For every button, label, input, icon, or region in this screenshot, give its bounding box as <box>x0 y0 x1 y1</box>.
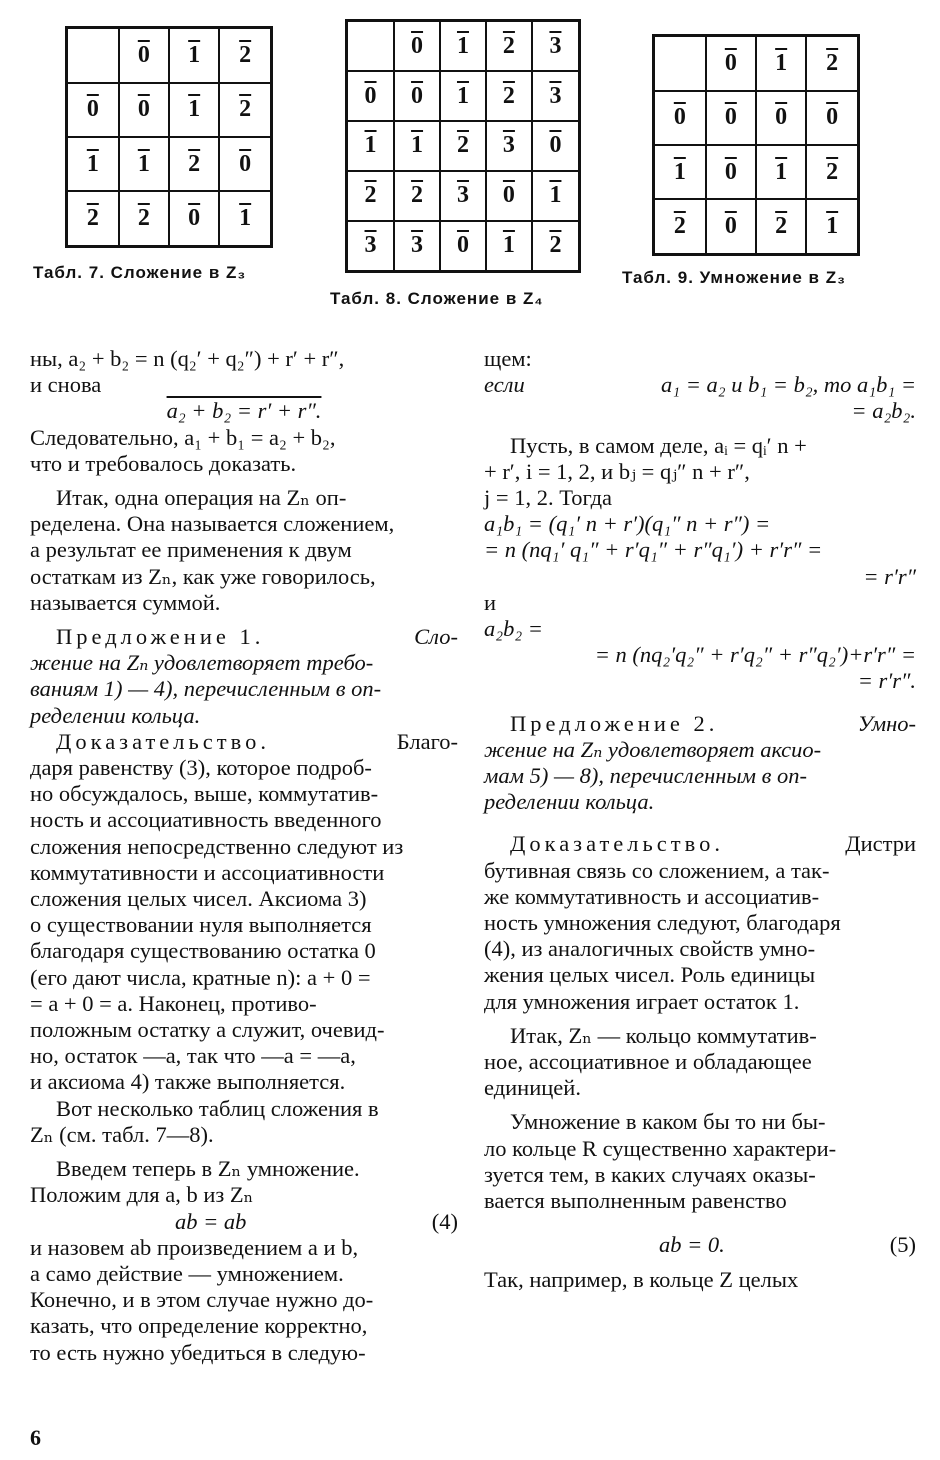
table-cell: 1 <box>440 71 486 121</box>
text-line: Zₙ (см. табл. 7—8). <box>30 1121 214 1147</box>
table-cell: 2 <box>486 71 532 121</box>
table-cell: 3 <box>532 71 580 121</box>
text-line: Так, например, в кольце Z целых <box>484 1266 799 1292</box>
table-cell <box>67 28 119 83</box>
table-row-header: 2 <box>654 199 706 254</box>
table-cell: 3 <box>440 171 486 221</box>
text-line: (его дают числа, кратные n): a + 0 = <box>30 964 371 990</box>
text-line: (4), из аналогичных свойств умно- <box>484 936 816 962</box>
formula-line: ab = 0. (5) <box>659 1232 916 1258</box>
table-cell: 2 <box>394 171 440 221</box>
table-row-header: 0 <box>654 91 706 145</box>
table-cell: 0 <box>706 199 756 254</box>
page-number: 6 <box>30 1425 41 1450</box>
table-header-cell: 3 <box>532 21 580 72</box>
formula-line: a₂b₂ = <box>484 616 543 642</box>
text-line: о существовании нуля выполняется <box>30 912 372 938</box>
text-line: сложения целых чисел. Аксиома 3) <box>30 886 367 912</box>
table-cell: 1 <box>169 83 219 137</box>
text-line: что и требовалось доказать. <box>30 450 297 476</box>
text-line: казать, что определение корректно, <box>30 1313 368 1339</box>
text-line: жения целых чисел. Роль единицы <box>484 962 816 988</box>
left-column <box>30 346 458 1366</box>
formula-line: a₁b₁ = (q₁′ n + r′)(q₁″ n + r″) = <box>484 511 771 537</box>
table-cell: 0 <box>532 121 580 171</box>
table-row-header: 2 <box>347 171 395 221</box>
table-header-cell: 2 <box>486 21 532 72</box>
table-cell: 2 <box>756 199 806 254</box>
table-8-caption: Табл. 8. Сложение в Z₄ <box>330 289 544 308</box>
table-cell: 1 <box>119 137 169 191</box>
text-line: Положим для a, b из Zₙ <box>30 1182 254 1208</box>
table-row-header: 1 <box>347 121 395 171</box>
formula-line: a₂ + b₂ = r′ + r″. <box>166 398 322 424</box>
table-cell <box>347 21 395 72</box>
table-cell: 1 <box>532 171 580 221</box>
text-line: зуется тем, в каких случаях оказы- <box>484 1161 816 1187</box>
table-9 <box>652 34 860 256</box>
table-cell: 0 <box>806 91 858 145</box>
table-7 <box>65 26 273 248</box>
text-line: а результат ее применения к двум <box>30 537 352 563</box>
text-line: благодаря существованию остатка 0 <box>30 938 376 964</box>
text-line: а само действие — умножением. <box>30 1260 344 1286</box>
table-cell <box>654 36 706 91</box>
table-cell: 2 <box>440 121 486 171</box>
text-line: для умножения играет остаток 1. <box>484 988 800 1014</box>
text-line: даря равенству (3), которое подроб- <box>30 755 372 781</box>
text-line: жение на Zₙ удовлетворяет аксио- <box>484 736 822 762</box>
text-line: мам 5) — 8), перечисленным в оп- <box>484 763 808 789</box>
table-cell: 1 <box>394 121 440 171</box>
proof-heading: Доказательство. Благо- <box>56 728 458 754</box>
table-header-cell: 1 <box>440 21 486 72</box>
table-row-header: 0 <box>67 83 119 137</box>
table-cell: 2 <box>219 83 271 137</box>
formula-line: = n (nq₁′ q₁″ + r′q₁″ + r″q₁′) + r′r″ = <box>484 537 823 563</box>
table-cell: 1 <box>219 191 271 246</box>
table-header-cell: 2 <box>806 36 858 91</box>
table-header-cell: 0 <box>706 36 756 91</box>
text-line: Следовательно, a₁ + b₁ = a₂ + b₂, <box>30 424 336 450</box>
table-cell: 1 <box>756 145 806 199</box>
table-cell: 0 <box>119 83 169 137</box>
proposition-heading: Предложение 2. Умно- <box>510 710 916 736</box>
formula-line: = r′r″. <box>857 668 916 694</box>
text-line: ны, a₂ + b₂ = n (q₂′ + q₂″) + r′ + r″, <box>30 346 345 371</box>
table-cell: 0 <box>706 91 756 145</box>
table-header-cell: 0 <box>394 21 440 72</box>
table-cell: 0 <box>706 145 756 199</box>
text-line: ло кольце R существенно характери- <box>484 1135 837 1161</box>
table-cell: 0 <box>219 137 271 191</box>
text-line: ность умножения следуют, благодаря <box>484 910 841 936</box>
text-line: щем: <box>484 346 532 371</box>
text-line: коммутативности и ассоциативности <box>30 859 385 885</box>
text-line: Конечно, и в этом случае нужно до- <box>30 1287 374 1313</box>
table-cell: 0 <box>756 91 806 145</box>
table-row-header: 1 <box>67 137 119 191</box>
table-7-caption: Табл. 7. Сложение в Z₃ <box>33 263 247 282</box>
table-header-cell: 2 <box>219 28 271 83</box>
table-cell: 1 <box>486 221 532 272</box>
table-row-header: 1 <box>654 145 706 199</box>
table-9-caption: Табл. 9. Умножение в Z₃ <box>622 268 846 287</box>
table-cell: 2 <box>119 191 169 246</box>
table-cell: 3 <box>394 221 440 272</box>
table-cell: 0 <box>169 191 219 246</box>
text-line: называется суммой. <box>30 589 221 615</box>
table-cell: 0 <box>394 71 440 121</box>
text-line: и <box>484 589 497 615</box>
table-row-header: 0 <box>347 71 395 121</box>
text-line: но, остаток —a, так что —a = —a, <box>30 1043 356 1069</box>
table-row-header: 2 <box>67 191 119 246</box>
table-cell: 2 <box>806 145 858 199</box>
text-line: жение на Zₙ удовлетворяет требо- <box>30 650 374 676</box>
formula-line: = a₂b₂. <box>851 398 916 424</box>
text-line: вается выполненным равенство <box>484 1188 787 1214</box>
text-line: ное, ассоциативное и обладающее <box>484 1049 812 1075</box>
text-line: то есть нужно убедиться в следую- <box>30 1339 366 1365</box>
text-line: остаткам из Zₙ, как уже говорилось, <box>30 563 376 589</box>
text-line: ределении кольца. <box>30 702 201 728</box>
table-cell: 2 <box>169 137 219 191</box>
text-line: сложения непосредственно следуют из <box>30 833 404 859</box>
text-line: и аксиома 4) также выполняется. <box>30 1069 346 1095</box>
text-line: Вот несколько таблиц сложения в <box>56 1095 379 1121</box>
text-line: Итак, Zₙ — кольцо коммутатив- <box>510 1022 817 1048</box>
proof-heading: Доказательство. Дистри <box>510 831 916 857</box>
text-line: единицей. <box>484 1075 581 1101</box>
text-line: бутивная связь со сложением, а так- <box>484 857 830 883</box>
text-line: же коммутативность и ассоциатив- <box>484 883 820 909</box>
text-line: но обсуждалось, выше, коммутатив- <box>30 781 379 807</box>
table-cell: 0 <box>440 221 486 272</box>
text-line: и назовем ab произведением a и b, <box>30 1234 359 1260</box>
text-line: Введем теперь в Zₙ умножение. <box>56 1156 360 1182</box>
table-cell: 1 <box>806 199 858 254</box>
table-cell: 2 <box>532 221 580 272</box>
text-line: = a + 0 = a. Наконец, противо- <box>30 990 317 1016</box>
table-header-cell: 0 <box>119 28 169 83</box>
right-column <box>484 346 916 1293</box>
text-line: ваниям 1) — 4), перечисленным в оп- <box>30 676 382 702</box>
table-cell: 0 <box>486 171 532 221</box>
text-line: Умножение в каком бы то ни бы- <box>510 1109 826 1135</box>
table-cell: 3 <box>486 121 532 171</box>
table-header-cell: 1 <box>169 28 219 83</box>
table-row-header: 3 <box>347 221 395 272</box>
table-8 <box>345 19 581 273</box>
table-header-cell: 1 <box>756 36 806 91</box>
text-line: + r′, i = 1, 2, и bⱼ = qⱼ″ n + r″, <box>484 458 750 484</box>
text-line: ределена. Она называется сложением, <box>30 511 395 537</box>
text-line: ределении кольца. <box>484 789 655 815</box>
text-line: Пусть, в самом деле, aᵢ = qᵢ′ n + <box>510 432 807 458</box>
formula-line: ab = ab (4) <box>175 1208 458 1234</box>
text-line: Итак, одна операция на Zₙ оп- <box>56 485 347 511</box>
text-line: ность и ассоциативность введенного <box>30 807 382 833</box>
text-line: положным остатку a служит, очевид- <box>30 1017 385 1043</box>
text-line: j = 1, 2. Тогда <box>484 485 613 511</box>
formula-line: если a₁ = a₂ и b₁ = b₂, то a₁b₁ = <box>484 372 916 398</box>
text-line: и снова <box>30 372 102 398</box>
formula-line: = n (nq₂′q₂″ + r′q₂″ + r″q₂′)+r′r″ = <box>594 642 916 668</box>
proposition-heading: Предложение 1. Сло- <box>56 624 458 650</box>
formula-line: = r′r″ <box>863 563 916 589</box>
